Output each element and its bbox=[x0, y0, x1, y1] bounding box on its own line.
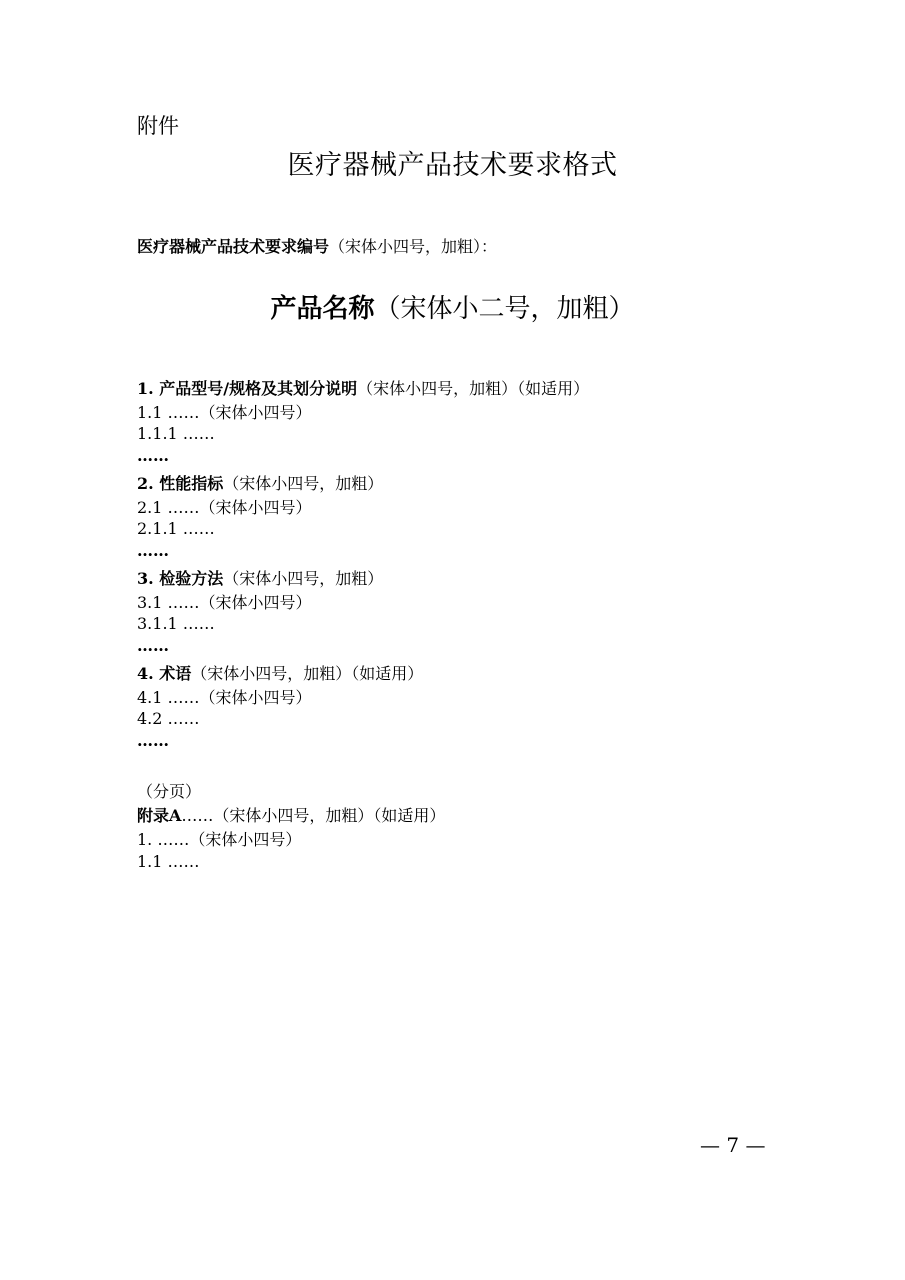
line-bold: 3. 检验方法 bbox=[137, 569, 224, 588]
line-normal: 1.1.1 …… bbox=[137, 424, 215, 443]
line-ellipsis bbox=[137, 446, 169, 465]
product-name-note: （宋体小二号，加粗） bbox=[374, 294, 635, 324]
line-bold: …… bbox=[137, 446, 169, 465]
line-section-4 bbox=[137, 661, 423, 684]
line-normal: 4.1 ……（宋体小四号） bbox=[137, 688, 312, 707]
line-normal: （宋体小四号，加粗）（如适用） bbox=[191, 664, 424, 683]
line-normal: （宋体小四号，加粗） bbox=[223, 474, 384, 493]
line-normal: 4.2 …… bbox=[137, 709, 200, 728]
page-number: — 7 — bbox=[700, 1133, 766, 1157]
line-ellipsis bbox=[137, 636, 169, 655]
line-3-1 bbox=[137, 590, 312, 613]
line-section-1 bbox=[137, 376, 589, 399]
line-normal: 2.1.1 …… bbox=[137, 519, 215, 538]
line-bold: 2. 性能指标 bbox=[137, 474, 224, 493]
line-2-1-1 bbox=[137, 519, 215, 538]
line-3-1-1 bbox=[137, 614, 215, 633]
line-ellipsis bbox=[137, 731, 169, 750]
line-4-2 bbox=[137, 709, 200, 728]
line-appendix-1-1 bbox=[137, 852, 200, 871]
line-normal: （分页） bbox=[137, 782, 202, 801]
line-normal: 1.1 …… bbox=[137, 852, 200, 871]
product-name-label: 产品名称 bbox=[270, 294, 375, 324]
line-page-break-note bbox=[137, 779, 201, 802]
line-bold: 附录A bbox=[137, 806, 182, 825]
line-normal: ……（宋体小四号，加粗）（如适用） bbox=[181, 806, 446, 825]
line-section-3 bbox=[137, 566, 383, 589]
attachment-label: 附件 bbox=[137, 114, 179, 138]
line-normal: 3.1.1 …… bbox=[137, 614, 215, 633]
line-4-1 bbox=[137, 685, 312, 708]
line-normal: 3.1 ……（宋体小四号） bbox=[137, 593, 312, 612]
product-name-heading bbox=[0, 288, 905, 325]
document-title bbox=[0, 143, 905, 182]
line-2-1 bbox=[137, 495, 312, 518]
line-1-1-1 bbox=[137, 424, 215, 443]
line-normal: 1.1 ……（宋体小四号） bbox=[137, 403, 312, 422]
line-normal: （宋体小四号，加粗） bbox=[223, 569, 384, 588]
line-normal: （宋体小四号，加粗）（如适用） bbox=[357, 379, 590, 398]
document-title-text: 医疗器械产品技术要求格式 bbox=[287, 150, 618, 181]
line-bold: 4. 术语 bbox=[137, 664, 192, 683]
line-bold: 1. 产品型号/规格及其划分说明 bbox=[137, 379, 358, 398]
code-line-label: 医疗器械产品技术要求编号 bbox=[137, 237, 330, 256]
line-ellipsis bbox=[137, 541, 169, 560]
line-normal: 1. ……（宋体小四号） bbox=[137, 830, 302, 849]
line-normal: 2.1 ……（宋体小四号） bbox=[137, 498, 312, 517]
line-bold: …… bbox=[137, 731, 169, 750]
line-appendix-a bbox=[137, 803, 445, 826]
code-line-note: （宋体小四号，加粗）： bbox=[329, 237, 498, 256]
tech-requirement-code-line bbox=[137, 234, 497, 257]
line-section-2 bbox=[137, 471, 383, 494]
line-1-1 bbox=[137, 400, 312, 423]
line-bold: …… bbox=[137, 636, 169, 655]
line-bold: …… bbox=[137, 541, 169, 560]
line-appendix-1 bbox=[137, 827, 301, 850]
